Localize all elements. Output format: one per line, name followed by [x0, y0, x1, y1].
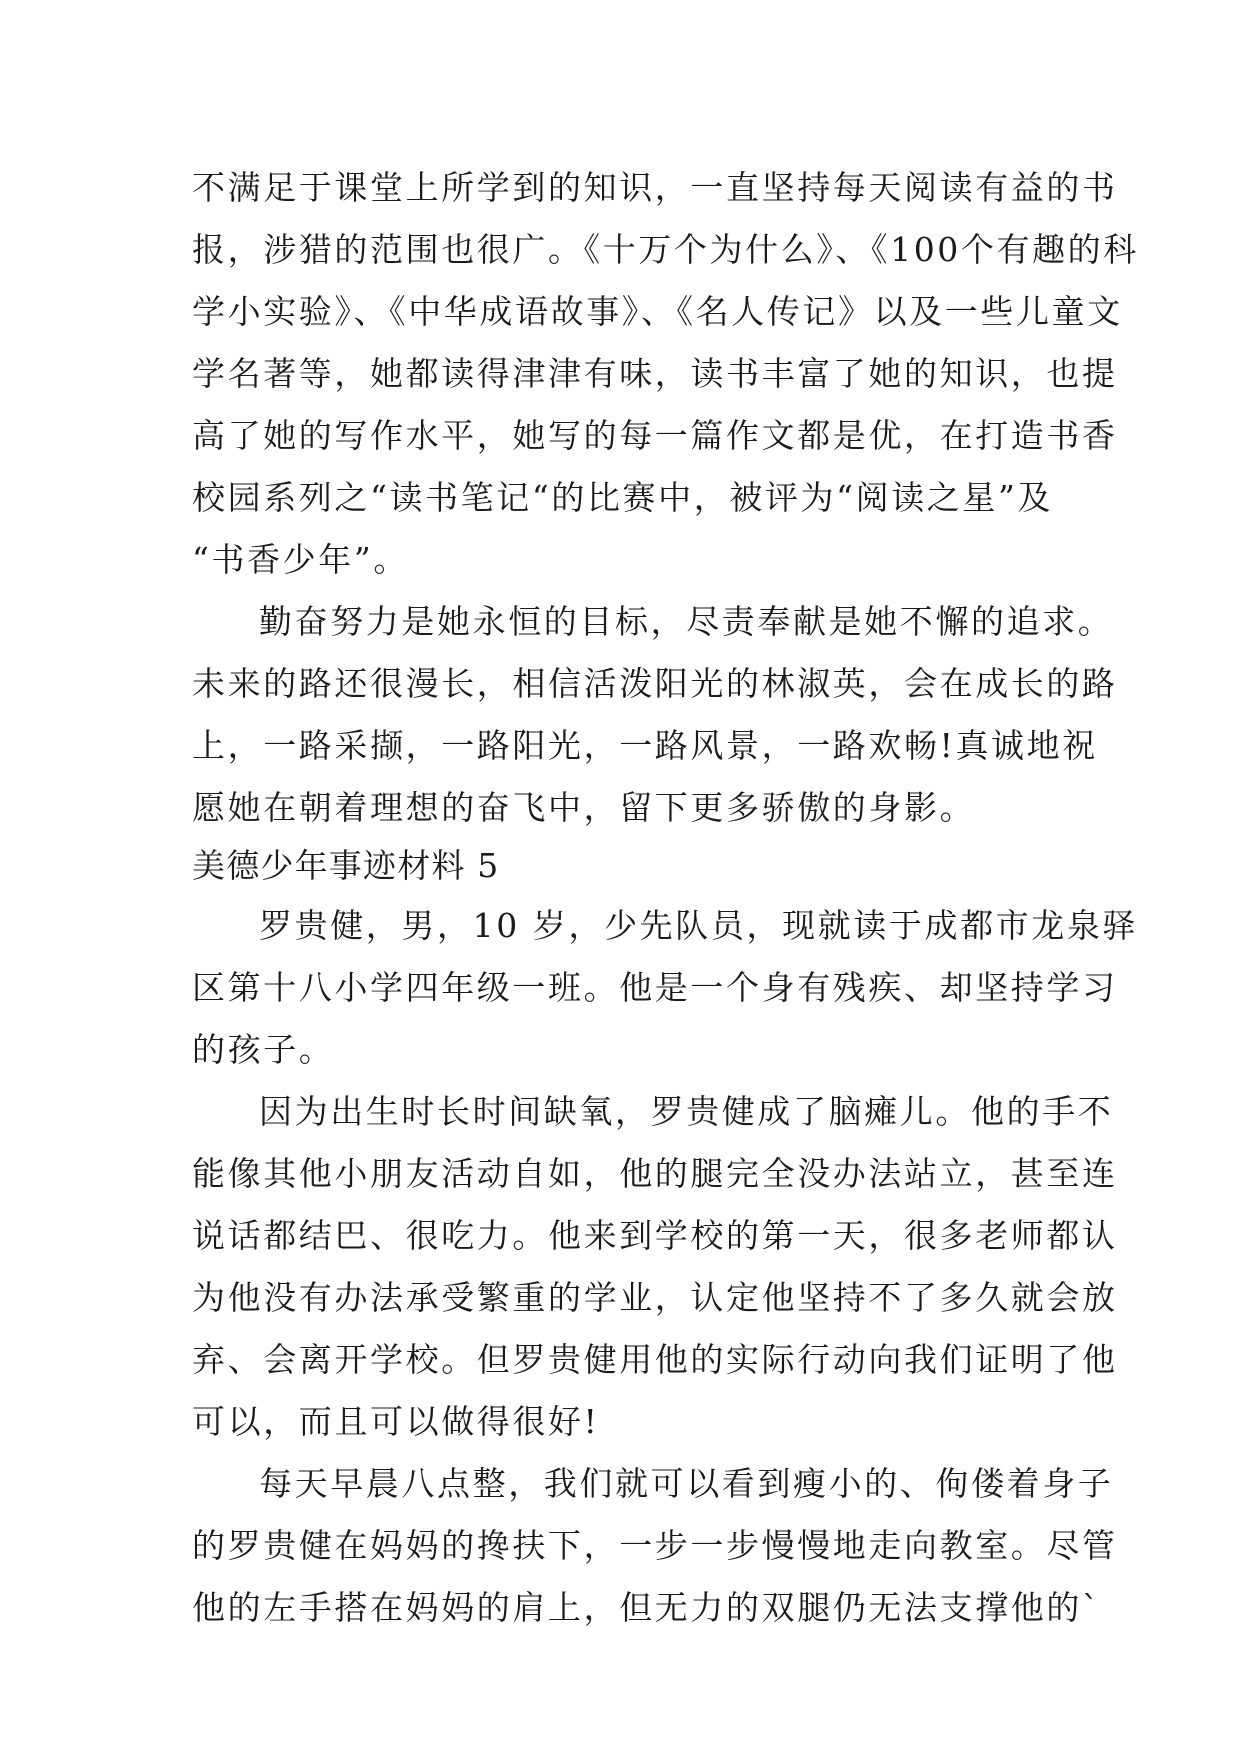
text-line: 区第十八小学四年级一班。他是一个身有残疾、却坚持学习	[192, 968, 1118, 1007]
paragraph-first-line: 因为出生时长时间缺氧，罗贵健成了脑瘫儿。他的手不	[259, 1092, 1114, 1131]
text-line: 说话都结巴、很吃力。他来到学校的第一天，很多老师都认	[192, 1216, 1118, 1255]
text-line: 他的左手搭在妈妈的肩上，但无力的双腿仍无法支撑他的`	[192, 1588, 1102, 1627]
section-heading: 美德少年事迹材料 5	[192, 846, 500, 885]
text-line: 能像其他小朋友活动自如，他的腿完全没办法站立，甚至连	[192, 1154, 1118, 1193]
text-line: 可以，而且可以做得很好!	[192, 1402, 600, 1441]
text-line: 弃、会离开学校。但罗贵健用他的实际行动向我们证明了他	[192, 1340, 1118, 1379]
text-line: 的孩子。	[192, 1030, 335, 1069]
text-line: 愿她在朝着理想的奋飞中，留下更多骄傲的身影。	[192, 788, 976, 827]
text-line: 校园系列之“读书笔记“的比赛中，被评为“阅读之星”及	[192, 478, 1054, 517]
paragraph-first-line: 每天早晨八点整，我们就可以看到瘦小的、佝偻着身子	[259, 1464, 1114, 1503]
text-line: 报，涉猎的范围也很广。《十万个为什么》、《100个有趣的科	[192, 230, 1139, 269]
paragraph-first-line: 勤奋努力是她永恒的目标，尽责奉献是她不懈的追求。	[259, 602, 1114, 641]
text-line: 学小实验》、《中华成语故事》、《名人传记》以及一些儿童文	[192, 292, 1123, 331]
text-line: 未来的路还很漫长，相信活泼阳光的林淑英，会在成长的路	[192, 664, 1118, 703]
text-line: 学名著等，她都读得津津有味，读书丰富了她的知识，也提	[192, 354, 1118, 393]
text-line: 高了她的写作水平，她写的每一篇作文都是优，在打造书香	[192, 416, 1118, 455]
text-line: 的罗贵健在妈妈的搀扶下，一步一步慢慢地走向教室。尽管	[192, 1526, 1118, 1565]
text-line: 上，一路采撷，一路阳光，一路风景，一路欢畅!真诚地祝	[192, 726, 1098, 765]
paragraph-first-line: 罗贵健，男，10 岁，少先队员，现就读于成都市龙泉驿	[259, 906, 1139, 945]
text-line: “书香少年”。	[192, 540, 409, 579]
text-line: 不满足于课堂上所学到的知识，一直坚持每天阅读有益的书	[192, 168, 1118, 207]
text-line: 为他没有办法承受繁重的学业，认定他坚持不了多久就会放	[192, 1278, 1118, 1317]
